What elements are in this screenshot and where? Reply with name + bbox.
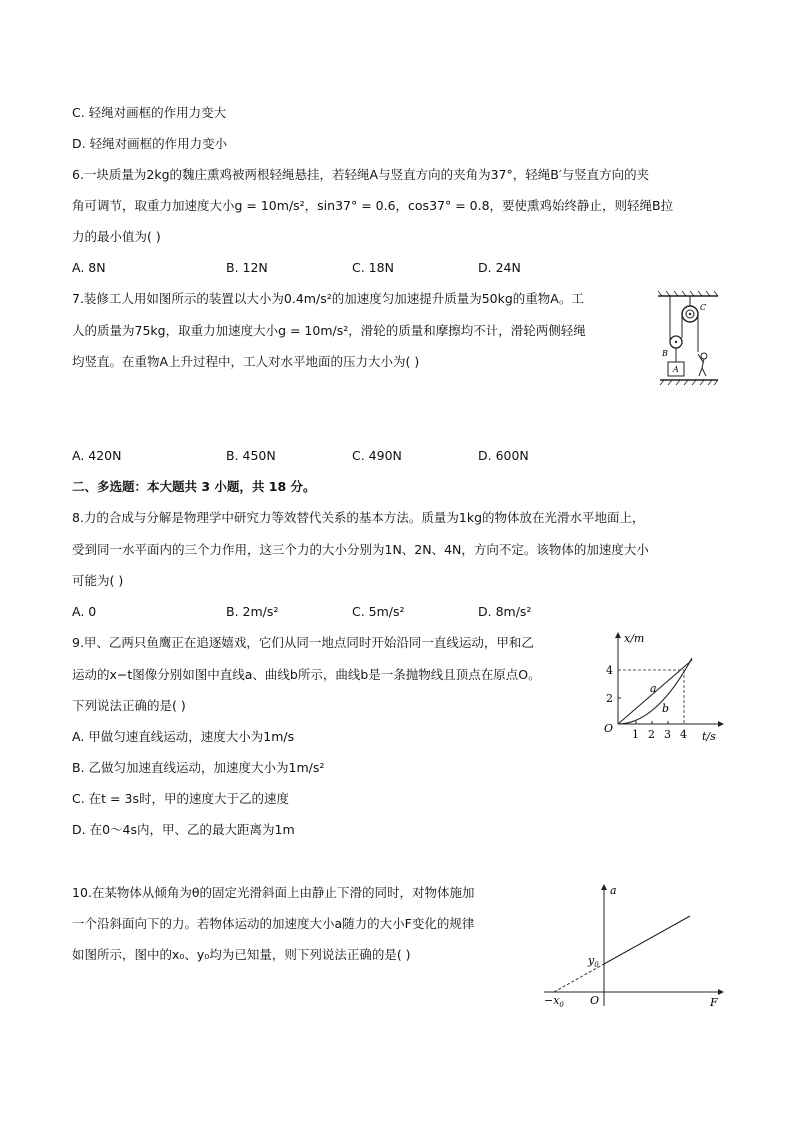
q7-line-2: 人的质量为75kg，取重力加速度大小g = 10m/s²，滑轮的质量和摩擦均不计，滑轮两侧轻绳 — [72, 323, 586, 338]
q8-line-3: 可能为( ) — [72, 573, 124, 588]
q9-x-tick-4: 4 — [680, 728, 687, 741]
q8-line-2: 受到同一水平面内的三个力作用，这三个力的大小分别为1N、2N、4N，方向不定。该物体的加速度大小 — [72, 542, 649, 557]
q6-option-d: D. 24N — [478, 260, 521, 275]
q9-option-d: D. 在0～4s内，甲、乙的最大距离为1m — [72, 822, 295, 837]
q9-x-tick-1: 1 — [632, 728, 639, 741]
q9-origin-label: O — [604, 722, 614, 735]
q9-curve-a-label: a — [650, 682, 657, 695]
q7-option-b: B. 450N — [226, 448, 276, 463]
q9-y-tick-2: 2 — [606, 692, 613, 705]
q7-option-a: A. 420N — [72, 448, 122, 463]
q10-line-3: 如图所示，图中的x₀、y₀均为已知量，则下列说法正确的是( ) — [72, 947, 411, 962]
q8-option-c: C. 5m/s² — [352, 604, 405, 619]
q7-option-c: C. 490N — [352, 448, 402, 463]
q10-line-1: 10.在某物体从倾角为θ的固定光滑斜面上由静止下滑的同时，对物体施加 — [72, 885, 475, 900]
q5-option-d: D. 轻绳对画框的作用力变小 — [72, 136, 228, 151]
q9-x-tick-2: 2 — [648, 728, 655, 741]
q7-line-3: 均竖直。在重物A上升过程中，工人对水平地面的压力大小为( ) — [72, 354, 420, 369]
q9-line-3: 下列说法正确的是( ) — [72, 698, 186, 713]
block-a-label: A — [673, 365, 679, 374]
q6-line-2: 角可调节，取重力加速度大小g = 10m/s²，sin37° = 0.6，cos37° = 0.8，要使熏鸡始终静止，则轻绳B拉 — [72, 198, 674, 213]
q8-line-1: 8.力的合成与分解是物理学中研究力等效替代关系的基本方法。质量为1kg的物体放在光滑水平地面上， — [72, 510, 645, 525]
q7-option-d: D. 600N — [478, 448, 529, 463]
q9-option-c: C. 在t = 3s时，甲的速度大于乙的速度 — [72, 791, 289, 806]
q10-af-graph — [540, 878, 730, 1010]
q8-option-b: B. 2m/s² — [226, 604, 279, 619]
section-heading: 二、多选题：本大题共 3 小题，共 18 分。 — [72, 479, 316, 494]
q8-option-d: D. 8m/s² — [478, 604, 532, 619]
q10-x-axis-label: F — [710, 996, 718, 1009]
q6-line-1: 6.一块质量为2kg的魏庄熏鸡被两根轻绳悬挂，若轻绳A与竖直方向的夹角为37°，轻绳B′与竖直方向的夹 — [72, 167, 650, 182]
q9-xt-graph — [596, 628, 726, 746]
q10-y-axis-label: a — [610, 884, 617, 897]
q10-y0-label: $y_0$ — [588, 954, 599, 969]
q8-option-a: A. 0 — [72, 604, 97, 619]
q6-line-3: 力的最小值为( ) — [72, 229, 161, 244]
pulley-b-label: B — [662, 349, 668, 358]
q9-curve-b-label: b — [662, 702, 670, 715]
q5-option-c: C. 轻绳对画框的作用力变大 — [72, 105, 227, 120]
q6-option-a: A. 8N — [72, 260, 106, 275]
q9-x-axis-label: t/s — [702, 730, 716, 743]
q10-x0-label: $-x_0$ — [544, 994, 564, 1009]
q7-pulley-figure — [652, 290, 724, 390]
pulley-c-label: C — [700, 303, 707, 312]
q9-y-tick-4: 4 — [606, 664, 613, 677]
q9-option-b: B. 乙做匀加速直线运动，加速度大小为1m/s² — [72, 760, 325, 775]
q10-line-2: 一个沿斜面向下的力。若物体运动的加速度大小a随力的大小F变化的规律 — [72, 916, 475, 931]
q7-line-1: 7.装修工人用如图所示的装置以大小为0.4m/s²的加速度匀加速提升质量为50kg的重物A。工 — [72, 291, 584, 306]
q6-option-c: C. 18N — [352, 260, 394, 275]
q9-option-a: A. 甲做匀速直线运动，速度大小为1m/s — [72, 729, 295, 744]
q9-y-axis-label: x/m — [624, 632, 645, 645]
q6-option-b: B. 12N — [226, 260, 268, 275]
q9-line-1: 9.甲、乙两只鱼鹰正在追逐嬉戏，它们从同一地点同时开始沿同一直线运动，甲和乙 — [72, 635, 534, 650]
q9-line-2: 运动的x−t图像分别如图中直线a、曲线b所示，曲线b是一条抛物线且顶点在原点O。 — [72, 667, 541, 682]
q10-origin-label: O — [590, 994, 600, 1007]
q9-x-tick-3: 3 — [664, 728, 671, 741]
